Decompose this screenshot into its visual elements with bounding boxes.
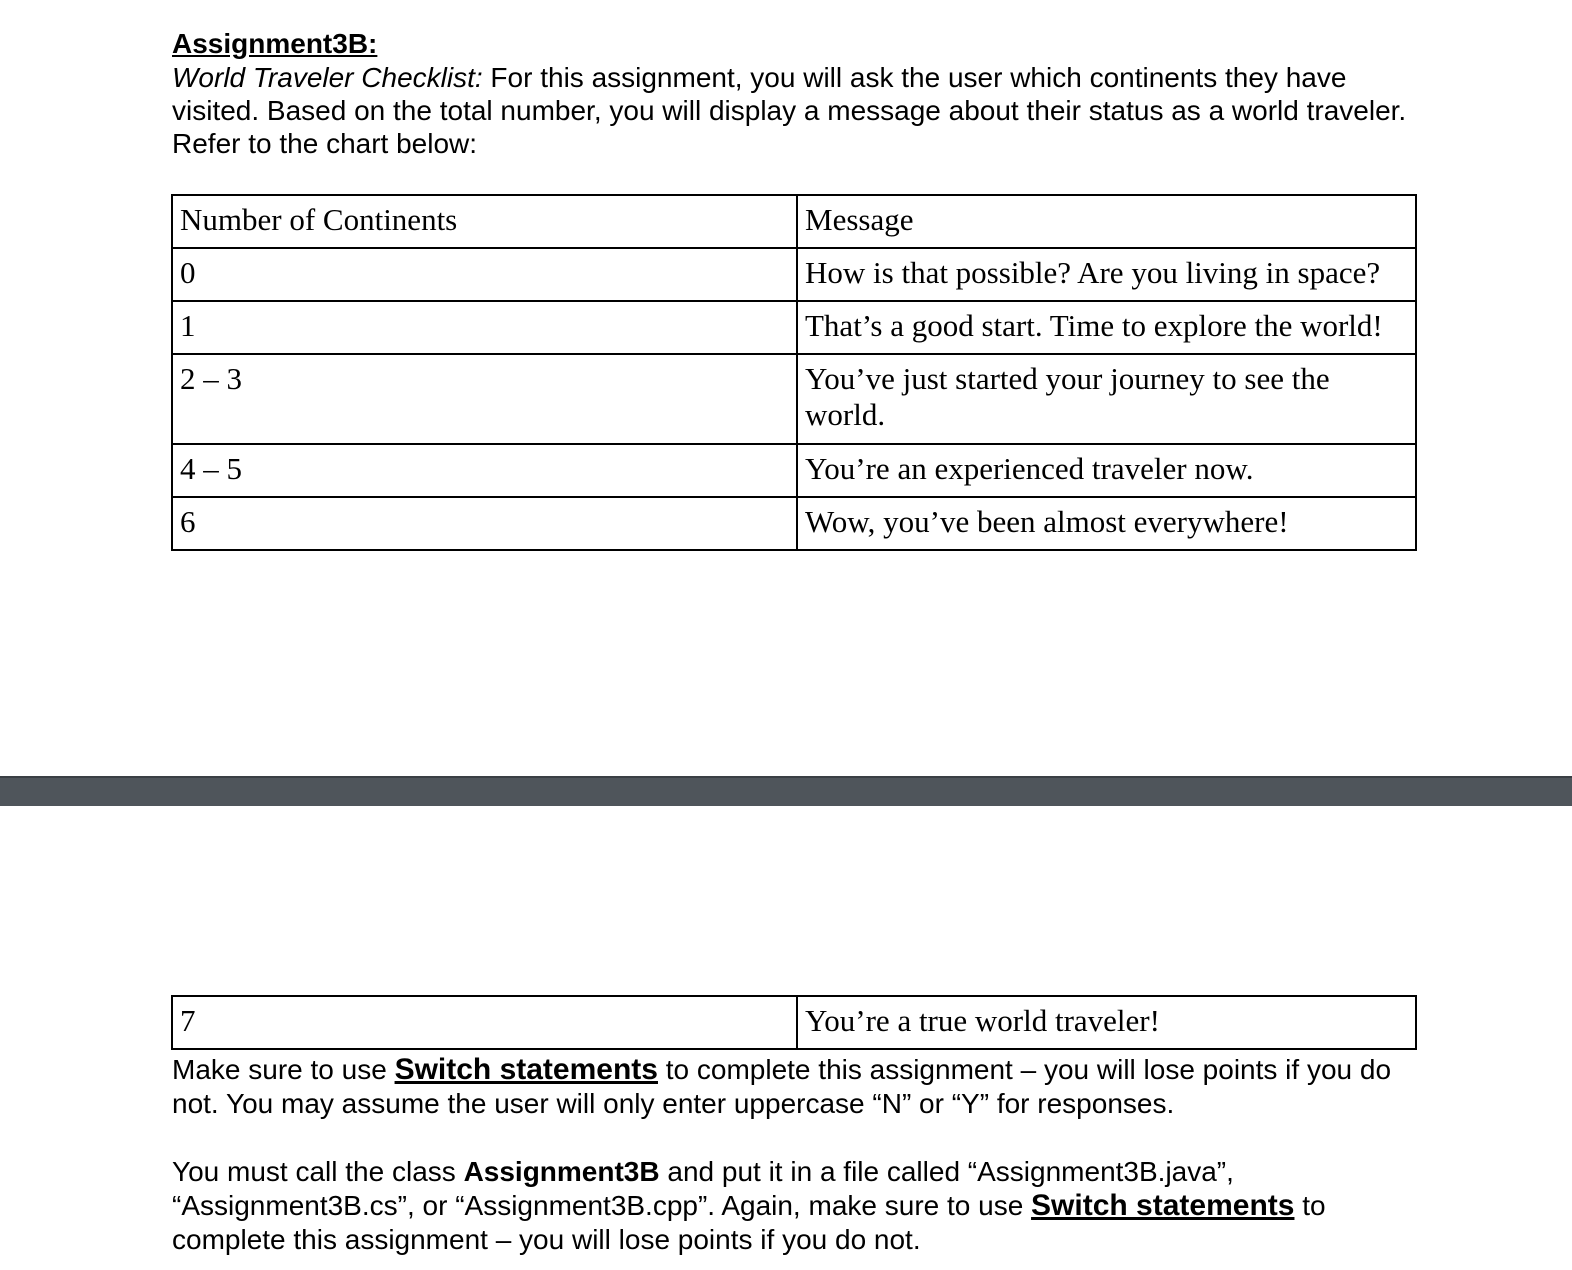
switch-statements-emphasis: Switch statements [394, 1053, 658, 1086]
continents-table [171, 194, 1417, 551]
row-count: 2 – 3 [172, 354, 797, 444]
table-header-row [172, 195, 1416, 248]
para1-text-start: Make sure to use [172, 1054, 395, 1085]
para2-text-start: You must call the class [172, 1156, 464, 1187]
row-count: 1 [172, 301, 797, 354]
row-message: You’re an experienced traveler now. [797, 444, 1416, 497]
row-count: 4 – 5 [172, 444, 797, 497]
row-count: 7 [172, 996, 797, 1049]
switch-requirement-paragraph [172, 1053, 1422, 1121]
class-name-bold: Assignment3B [463, 1156, 660, 1187]
continents-table-continued [171, 995, 1417, 1050]
table-row [172, 301, 1416, 354]
page-separator [0, 776, 1572, 806]
row-message: How is that possible? Are you living in space? [797, 248, 1416, 301]
table-row [172, 354, 1416, 444]
switch-statements-emphasis: Switch statements [1031, 1189, 1295, 1222]
row-count: 0 [172, 248, 797, 301]
table-row [172, 248, 1416, 301]
row-message: That’s a good start. Time to explore the world! [797, 301, 1416, 354]
row-count: 6 [172, 497, 797, 550]
table-row [172, 444, 1416, 497]
page-title: Assignment3B: [172, 28, 378, 59]
intro-paragraph [172, 61, 1422, 160]
table-row [172, 497, 1416, 550]
para2-text-end: to complete this assignment – you will lose points if you do not. [172, 1190, 1326, 1255]
table-row [172, 996, 1416, 1049]
header-message: Message [797, 195, 1416, 248]
header-number-of-continents: Number of Continents [172, 195, 797, 248]
row-message: You’ve just started your journey to see the world. [797, 354, 1416, 444]
para1-text-end: to complete this assignment – you will lose points if you do not. You may assume the user will only enter uppercase “N” or “Y” for responses. [172, 1054, 1392, 1119]
intro-lead: World Traveler Checklist: [172, 62, 483, 93]
row-message: You’re a true world traveler! [797, 996, 1416, 1049]
para2-text-middle: and put it in a file called “Assignment3B.java”, “Assignment3B.cs”, or “Assignment3B.cpp”. Again, make sure to use [172, 1156, 1234, 1221]
file-naming-paragraph [172, 1155, 1422, 1257]
intro-text: For this assignment, you will ask the user which continents they have visited. Based on the total number, you will display a message about their status as a world traveler. Refer to the chart below: [172, 62, 1407, 159]
row-message: Wow, you’ve been almost everywhere! [797, 497, 1416, 550]
